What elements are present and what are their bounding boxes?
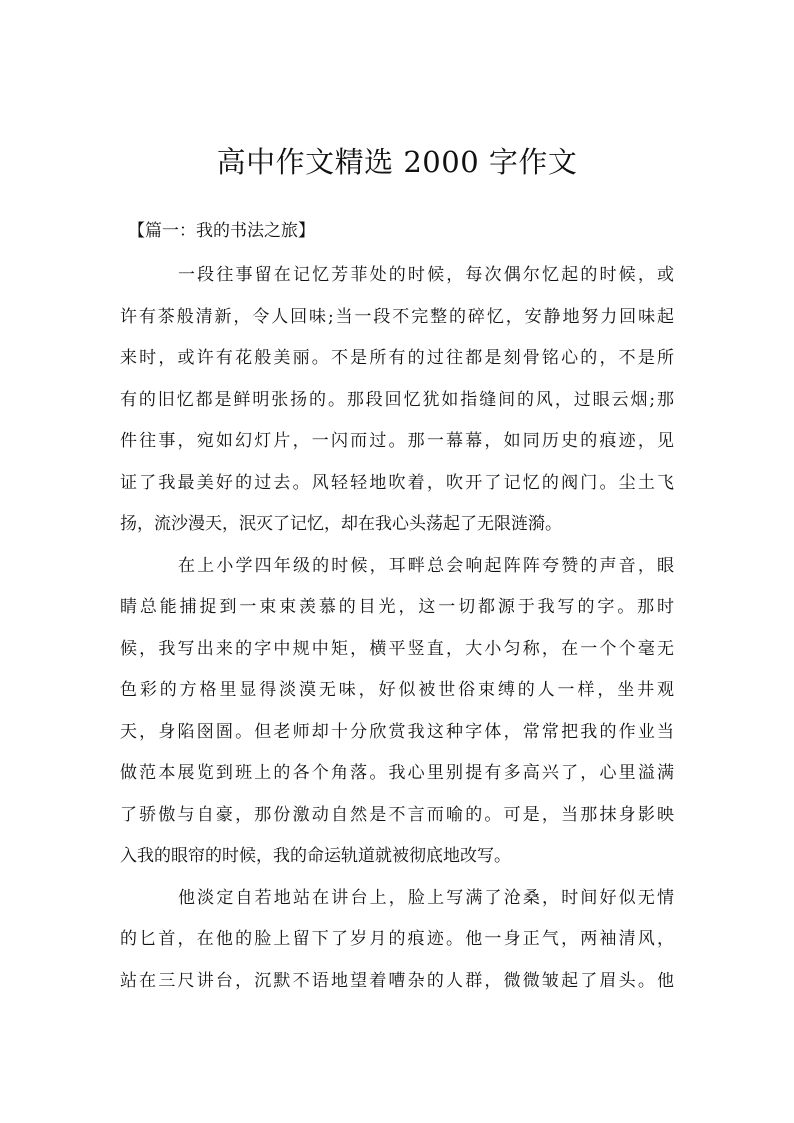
- paragraph-line: 件往事，宛如幻灯片，一闪而过。那一幕幕，如同历史的痕迹，见: [120, 431, 674, 451]
- paragraph-line: 有的旧忆都是鲜明张扬的。那段回忆犹如指缝间的风，过眼云烟;那: [120, 389, 674, 410]
- document-body: [120, 256, 674, 1003]
- paragraph-line: 扬，流沙漫天，泯灭了记忆，却在我心头荡起了无限涟漪。: [120, 514, 562, 534]
- paragraph-line: 天，身陷囹圄。但老师却十分欣赏我这种字体，常常把我的作业当: [120, 721, 674, 742]
- paragraph-line: 在上小学四年级的时候，耳畔总会响起阵阵夸赞的声音，眼: [178, 555, 674, 576]
- paragraph-line: 他淡定自若地站在讲台上，脸上写满了沧桑，时间好似无情: [178, 887, 674, 908]
- paragraph-line: 一段往事留在记忆芳菲处的时候，每次偶尔忆起的时候，或: [178, 265, 674, 285]
- section-heading: 【篇一：我的书法之旅】: [128, 221, 315, 241]
- document-title: 高中作文精选 2000 字作文: [216, 145, 578, 179]
- paragraph-line: 了骄傲与自豪，那份激动自然是不言而喻的。可是，当那抹身影映: [120, 804, 674, 825]
- paragraph-line: 做范本展览到班上的各个角落。我心里别提有多高兴了，心里溢满: [120, 763, 674, 783]
- paragraph-line: 色彩的方格里显得淡漠无味，好似被世俗束缚的人一样，坐井观: [120, 680, 674, 700]
- paragraph-line: 候，我写出来的字中规中矩，横平竖直，大小匀称，在一个个毫无: [120, 638, 674, 659]
- paragraph-line: 睛总能捕捉到一束束羡慕的目光，这一切都源于我写的字。那时: [120, 597, 674, 617]
- paragraph-line: 站在三尺讲台，沉默不语地望着嘈杂的人群，微微皱起了眉头。他: [120, 970, 674, 991]
- paragraph-line: 来时，或许有花般美丽。不是所有的过往都是刻骨铭心的，不是所: [120, 348, 674, 368]
- paragraph-line: 的匕首，在他的脸上留下了岁月的痕迹。他一身正气，两袖清风，: [120, 929, 674, 949]
- paragraph-line: 许有茶般清新，令人回味;当一段不完整的碎忆，安静地努力回味起: [120, 306, 674, 327]
- paragraph-line: 入我的眼帘的时候，我的命运轨道就被彻底地改写。: [120, 846, 511, 866]
- paragraph-line: 证了我最美好的过去。风轻轻地吹着，吹开了记忆的阀门。尘土飞: [120, 472, 674, 493]
